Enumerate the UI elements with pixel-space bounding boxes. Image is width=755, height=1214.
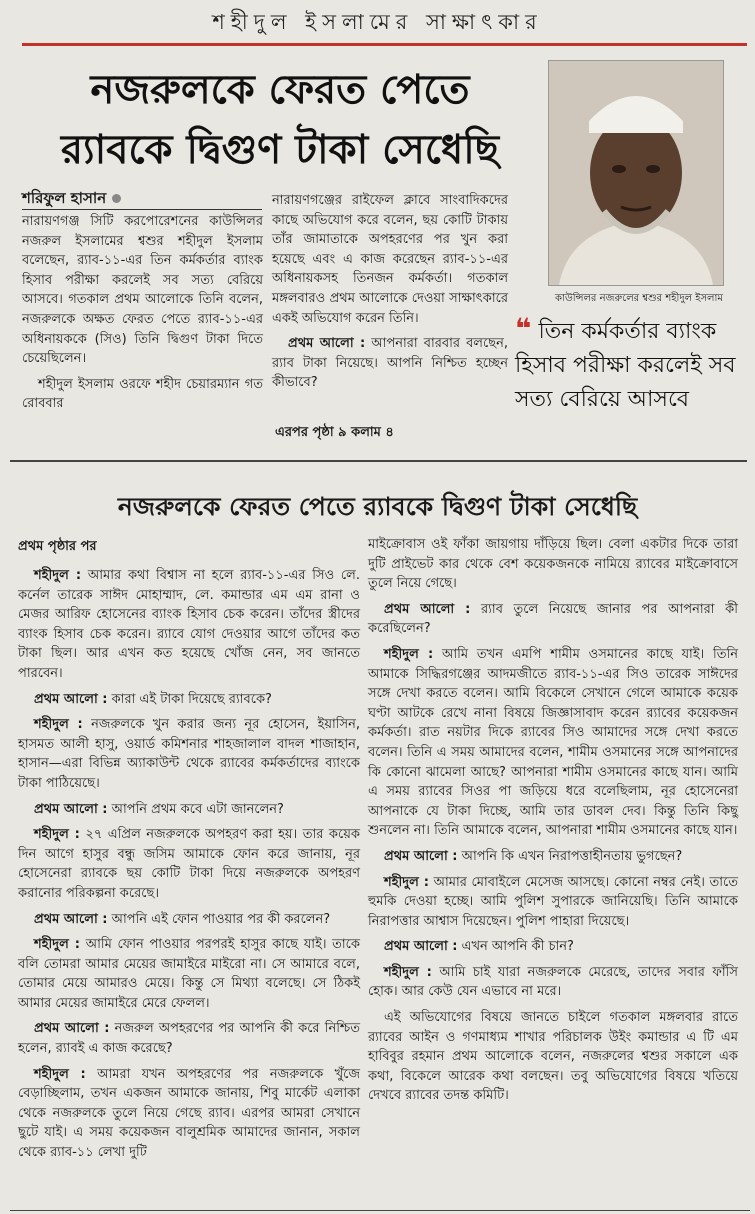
speaker-label: প্রথম আলো :	[34, 801, 108, 817]
speaker-label: শহীদুল :	[384, 964, 432, 980]
qa-text: নজরুল অপহরণের পর আপনি কী করে নিশ্চিত হলেন, র‍্যাবই এ কাজ করেছে?	[18, 1021, 360, 1057]
qa-paragraph	[368, 1008, 738, 1106]
qa-text: আমি তখন এমপি শামীম ওসমানের কাছে যাই। তিনি আমাকে সিদ্ধিরগঞ্জের আদমজীতে র‍্যাব-১১-এর সিও তারেক সাঈদের সঙ্গে দেখা করতে বলেন। আমি বিকেলে সেখানে গেলে আমাকে কয়েক ঘণ্টা আটকে রেখে নানা বিষয়ে জিজ্ঞাসাবাদ করেন র‍্যাবের কয়েকজন কর্মকর্তা। রাত নয়টার দিকে র‍্যাবের সিও আমাদের সঙ্গে দেখা করতে বলেন। তিনি এ সময় আমাদের বলেন, শামীম ওসমানের সঙ্গে আপনাদের কি কোনো ঝামেলা আছে? আপনারা শামীম ওসমানের কাছে যান। আমি এ সময় র‍্যাবের সিওর পা জড়িয়ে ধরে বলেছিলাম, নূর হোসেনেরা আপনাকে যে টাকা দিচ্ছে, আমি তার ডাবল দেব। কিন্তু তিনি কিছু শুনলেন না। তিনি আমাকে বলেন, আপনারা শামীম ওসমানের কাছে যান।	[368, 646, 739, 839]
qa-paragraph	[18, 800, 360, 820]
portrait-photo	[548, 60, 724, 286]
quote-mark-icon: ❝	[515, 312, 532, 345]
qa-text: র‍্যাব তুলে নিয়েছে জানার পর আপনারা কী করেছিলেন?	[368, 601, 738, 637]
byline-rule	[22, 209, 262, 210]
pull-quote-text: তিন কর্মকর্তার ব্যাংক হিসাব পরীক্ষা করলেই সব সত্য বেরিয়ে আসবে	[515, 319, 736, 412]
qa-text: আপনি কি এখন নিরাপত্তাহীনতায় ভুগছেন?	[461, 848, 683, 864]
front-column-2	[272, 191, 508, 399]
qa-paragraph	[18, 910, 360, 930]
speaker-label: শহীদুল :	[34, 827, 80, 843]
qa-paragraph	[368, 873, 738, 932]
inside-column-left	[18, 566, 360, 1169]
front-column-1	[22, 212, 263, 420]
qa-paragraph	[368, 535, 738, 594]
qa-text: আমার কথা বিশ্বাস না হলে র‍্যাব-১১-এর সিও লে. কর্নেল তারেক সাঈদ মোহাম্মাদ, লে. কমান্ডার এম এম রানা ও মেজর আরিফ হোসেনের ব্যাংক হিসাব চেক করেন। তাঁদের স্ত্রীদের ব্যাংক হিসাব চেক করেন। র‍্যাবে যোগ দেওয়ার আগে তাঁদের কত টাকা ছিল। আর এখন কত হয়েছে খোঁজ নেন, সব জানতে পারবেন।	[18, 568, 361, 681]
speaker-label: প্রথম আলো :	[34, 691, 108, 707]
qa-text: এই অভিযোগের বিষয়ে জানতে চাইলে গতকাল মঙ্গলবার রাতে র‍্যাবের আইন ও গণমাধ্যম শাখার পরিচালক উইং কমান্ডার এ টি এম হাবিবুর রহমান প্রথম আলোকে বলেন, নজরুলের শ্বশুর সকালে এক কথা, বিকেলে আরেক কথা বলছেন। তবু অভিযোগের বিষয়ে খতিয়ে দেখবে র‍্যাবের তদন্ত কমিটি।	[368, 1010, 738, 1104]
qa-paragraph	[368, 847, 738, 867]
qa-paragraph	[18, 690, 360, 710]
pull-quote	[515, 312, 745, 417]
speaker-label: শহীদুল :	[34, 937, 81, 953]
qa-paragraph	[368, 937, 738, 957]
speaker-label: শহীদুল :	[384, 646, 434, 662]
front-paragraph: শহীদুল ইসলাম ওরফে শহীদ চেয়ারম্যান গত রোববার	[22, 376, 263, 412]
qa-paragraph	[18, 1019, 360, 1058]
main-headline	[30, 60, 530, 180]
speaker-label: প্রথম আলো :	[384, 848, 458, 864]
speaker-label: প্রথম আলো :	[384, 601, 471, 617]
qa-text: এখন আপনি কী চান?	[461, 939, 574, 955]
speaker-label: প্রথম আলো :	[288, 336, 366, 352]
qa-text: আমরা যখন অপহরণের পর নজরুলকে খুঁজে বেড়াচ্ছিলাম, তখন একজন আমাকে জানায়, শিবু মার্কেট এলাকা থেকে নজরুলকে তুলে নিয়ে গেছে র‍্যাব। এরপর আমরা সেখানে ছুটে যাই। এ সময় কয়েকজন বালুশ্রমিক আমাদের জানান, সকাল থেকে র‍্যাব-১১ লেখা দুটি	[18, 1066, 360, 1161]
jump-line: এরপর পৃষ্ঠা ৯ কলাম ৪	[275, 425, 394, 440]
speaker-label: প্রথম আলো :	[34, 911, 108, 927]
qa-text: আপনি এই ফোন পাওয়ার পর কী করলেন?	[111, 911, 331, 927]
speaker-label: শহীদুল :	[34, 1066, 86, 1082]
qa-paragraph	[368, 600, 738, 639]
inside-column-right	[368, 535, 738, 1112]
qa-text: আমার মোবাইলে মেসেজ আসছে। কোনো নম্বর নেই। তাতে হুমকি দেওয়া হচ্ছে। আমি পুলিশ সুপারকে জানিয়েছি। তিনি আমাকে নিরাপত্তার আশ্বাস দিয়েছেন। পুলিশ পাহারা দিয়েছে।	[368, 874, 738, 929]
byline-name: শরিফুল হাসান	[22, 189, 107, 207]
portrait-illustration	[549, 61, 723, 285]
continued-label: প্রথম পৃষ্ঠার পর	[18, 539, 97, 554]
qa-paragraph	[368, 645, 738, 841]
headline-line1: নজরুলকে ফেরত পেতে	[90, 67, 470, 113]
byline-dot-icon	[112, 194, 121, 203]
qa-paragraph	[368, 963, 738, 1002]
front-paragraph: নারায়ণগঞ্জ সিটি করপোরেশনের কাউন্সিলর নজরুল ইসলামের শ্বশুর শহীদুল ইসলাম বলেছেন, র‍্যাব-১১-এর তিন কর্মকর্তার ব্যাংক হিসাব পরীক্ষা করলেই সব সত্য বেরিয়ে আসবে। গতকাল প্রথম আলোকে তিনি বলেন, নজরুলকে অক্ষত ফেরত পেতে র‍্যাব-১১-এর অধিনায়ককে (সিও) তিনি দ্বিগুণ টাকা দিতে চেয়েছিলেন।	[22, 214, 263, 367]
qa-paragraph	[18, 825, 360, 903]
qa-text: মাইক্রোবাস ওই ফাঁকা জায়গায় দাঁড়িয়ে ছিল। বেলা একটার দিকে তারা দুটি প্রাইভেট কার থেকে বেশ কয়েকজনকে নামিয়ে র‍্যাবের মাইক্রোবাসে তুলে নিয়ে গেছে।	[368, 537, 738, 592]
headline-line2: র‍্যাবকে দ্বিগুণ টাকা সেধেছি	[61, 127, 499, 173]
qa-paragraph	[18, 1065, 360, 1163]
qa-text: কারা এই টাকা দিয়েছে র‍্যাবকে?	[111, 691, 272, 707]
speaker-label: প্রথম আলো :	[384, 939, 458, 955]
bottom-rule	[10, 1210, 750, 1211]
front-qa	[272, 334, 508, 393]
kicker-rule	[22, 43, 747, 46]
qa-paragraph	[18, 715, 360, 793]
speaker-label: প্রথম আলো :	[34, 1021, 110, 1037]
inside-headline: নজরুলকে ফেরত পেতে র‍্যাবকে দ্বিগুণ টাকা সেধেছি	[117, 492, 638, 521]
qa-text: আমি চাই যারা নজরুলকে মেরেছে, তাদের সবার ফাঁসি হোক। আর কেউ যেন এভাবে না মরে।	[368, 964, 738, 1000]
speaker-label: শহীদুল :	[384, 874, 429, 890]
photo-caption: কাউন্সিলর নজরুলের শ্বশুর শহীদুল ইসলাম	[555, 293, 723, 304]
page-separator	[10, 460, 747, 462]
qa-paragraph	[18, 935, 360, 1013]
section-kicker: শহীদুল ইসলামের সাক্ষাৎকার	[212, 10, 543, 34]
qa-text: আপনি প্রথম কবে এটা জানলেন?	[111, 801, 284, 817]
qa-text: নজরুলকে খুন করার জন্য নূর হোসেন, ইয়াসিন, হাসমত আলী হাসু, ওয়ার্ড কমিশনার শাহজালাল বাদল শাজাহান, হাসান—এরা বিভিন্ন অ্যাকাউন্ট থেকে র‍্যাবের কর্মকর্তাদের ব্যাংকে টাকা পাঠিয়েছে।	[18, 717, 361, 791]
speaker-label: শহীদুল :	[34, 568, 82, 583]
speaker-label: শহীদুল :	[34, 717, 83, 733]
qa-paragraph	[18, 566, 360, 684]
qa-text: ২৭ এপ্রিল নজরুলকে অপহরণ করা হয়। তার কয়েক দিন আগে হাসুর বন্ধু জসিম আমাকে ফোন করে জানায়, নূর হোসেনেরা র‍্যাবকে ছয় কোটি টাকা দিয়ে নজরুলকে অপহরণ করানোর পরিকল্পনা করেছে।	[18, 827, 360, 901]
qa-text: আমি ফোন পাওয়ার পরপরই হাসুর কাছে যাই। তাকে বলি তোমরা আমার মেয়ের জামাইরে মাইরো না। সে আমারে বলে, তোমার মেয়ে আমারও মেয়ে। কিন্তু সে মিথ্যা বলেছে। সে ঠিকই আমার মেয়ের জামাইরে মেরে ফেলল।	[18, 937, 360, 1011]
front-paragraph: নারায়ণগঞ্জের রাইফেল ক্লাবে সাংবাদিকদের কাছে অভিযোগ করে বলেন, ছয় কোটি টাকায় তাঁর জামাতাকে অপহরণের পর খুন করা হয়েছে এবং এ কাজ করেছেন র‍্যাব-১১-এর অধিনায়কসহ তিনজন কর্মকর্তা। গতকাল মঙ্গলবারও প্রথম আলোকে দেওয়া সাক্ষাৎকারে একই অভিযোগ করেন তিনি।	[272, 193, 508, 326]
qa-text: আপনারা বারবার বলছেন, র‍্যাব টাকা নিয়েছে। আপনি নিশ্চিত হচ্ছেন কীভাবে?	[272, 336, 508, 391]
